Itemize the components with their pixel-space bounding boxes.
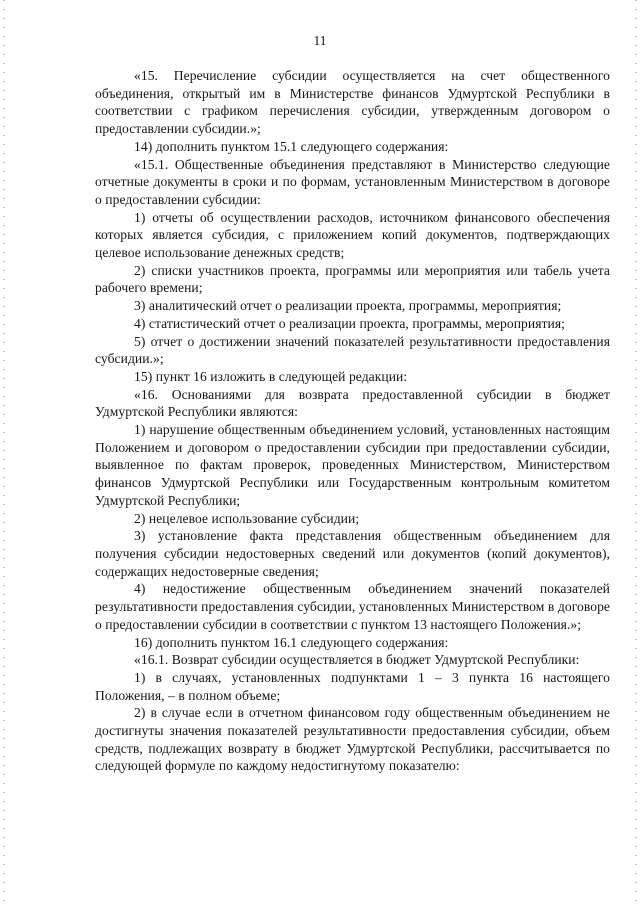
scan-edge-right (635, 0, 637, 905)
list-item-1: 1) нарушение общественным объединением условий, установленных настоящим Положением и договором о предоставлении субсидии при предоставлении субсидии, выявленное по фактам проверок, проведенных Министерством, Министерством финансов Удмуртской Республики или Государственным контрольным комитетом Удмуртской Республики; (95, 422, 610, 508)
page-number: 11 (313, 33, 327, 48)
list-item-5: 5) отчет о достижении значений показателей результативности предоставления субсидии.»; (95, 333, 610, 367)
scan-edge-left (3, 0, 5, 905)
list-item-2: 2) списки участников проекта, программы или мероприятия или табель учета рабочего времени; (95, 262, 610, 296)
amendment-15: 15) пункт 16 изложить в следующей редакции: (134, 368, 408, 384)
amendment-14: 14) дополнить пунктом 15.1 следующего содержания: (134, 138, 449, 154)
list-item-4: 4) недостижение общественным объединением значений показателей результативности предоставления субсидии, установленных Министерством в договоре о предоставлении субсидии в соответствии с пунктом 13 настоящего Положения.»; (95, 581, 610, 632)
paragraph-16: «16. Основаниями для возврата предоставленной субсидии в бюджет Удмуртской Республики являются: (95, 386, 610, 420)
list-item-1: 1) отчеты об осуществлении расходов, источником финансового обеспечения которых является субсидия, с приложением копий документов, подтверждающих целевое использование денежных средств; (95, 209, 610, 261)
list-item-3: 3) аналитический отчет о реализации проекта, программы, мероприятия; (134, 298, 562, 314)
paragraph-16-1: «16.1. Возврат субсидии осуществляется в бюджет Удмуртской Республики: (134, 652, 580, 668)
document-body (95, 67, 610, 775)
paragraph-15: «15. Перечисление субсидии осуществляется на счет общественного объединения, открытый им в Министерстве финансов Удмуртской Республики в соответствии с графиком перечисления субсидии, утвержденным договором о предоставлении субсидии.»; (95, 68, 610, 137)
list-item-4: 4) статистический отчет о реализации проекта, программы, мероприятия; (134, 315, 565, 331)
paragraph-15-1: «15.1. Общественные объединения представляют в Министерство следующие отчетные документы в сроки и по формам, установленным Министерством в договоре о предоставлении субсидии: (95, 156, 610, 207)
list-item-1: 1) в случаях, установленных подпунктами 1 – 3 пункта 16 настоящего Положения, – в полном объеме; (95, 669, 610, 703)
list-item-3: 3) установление факта представления общественным объединением для получения субсидии недостоверных сведений или документов (копий документов), содержащих недостоверные сведения; (95, 528, 610, 579)
list-item-2: 2) в случае если в отчетном финансовом году общественным объединением не достигнуты значения показателей результативности предоставления субсидии, объем средств, подлежащих возврату в бюджет Удмуртской Республики, рассчитывается по следующей формуле по каждому недостигнутому показателю: (95, 705, 610, 774)
list-item-2: 2) нецелевое использование субсидии; (134, 510, 360, 526)
amendment-16: 16) дополнить пунктом 16.1 следующего содержания: (134, 634, 449, 650)
